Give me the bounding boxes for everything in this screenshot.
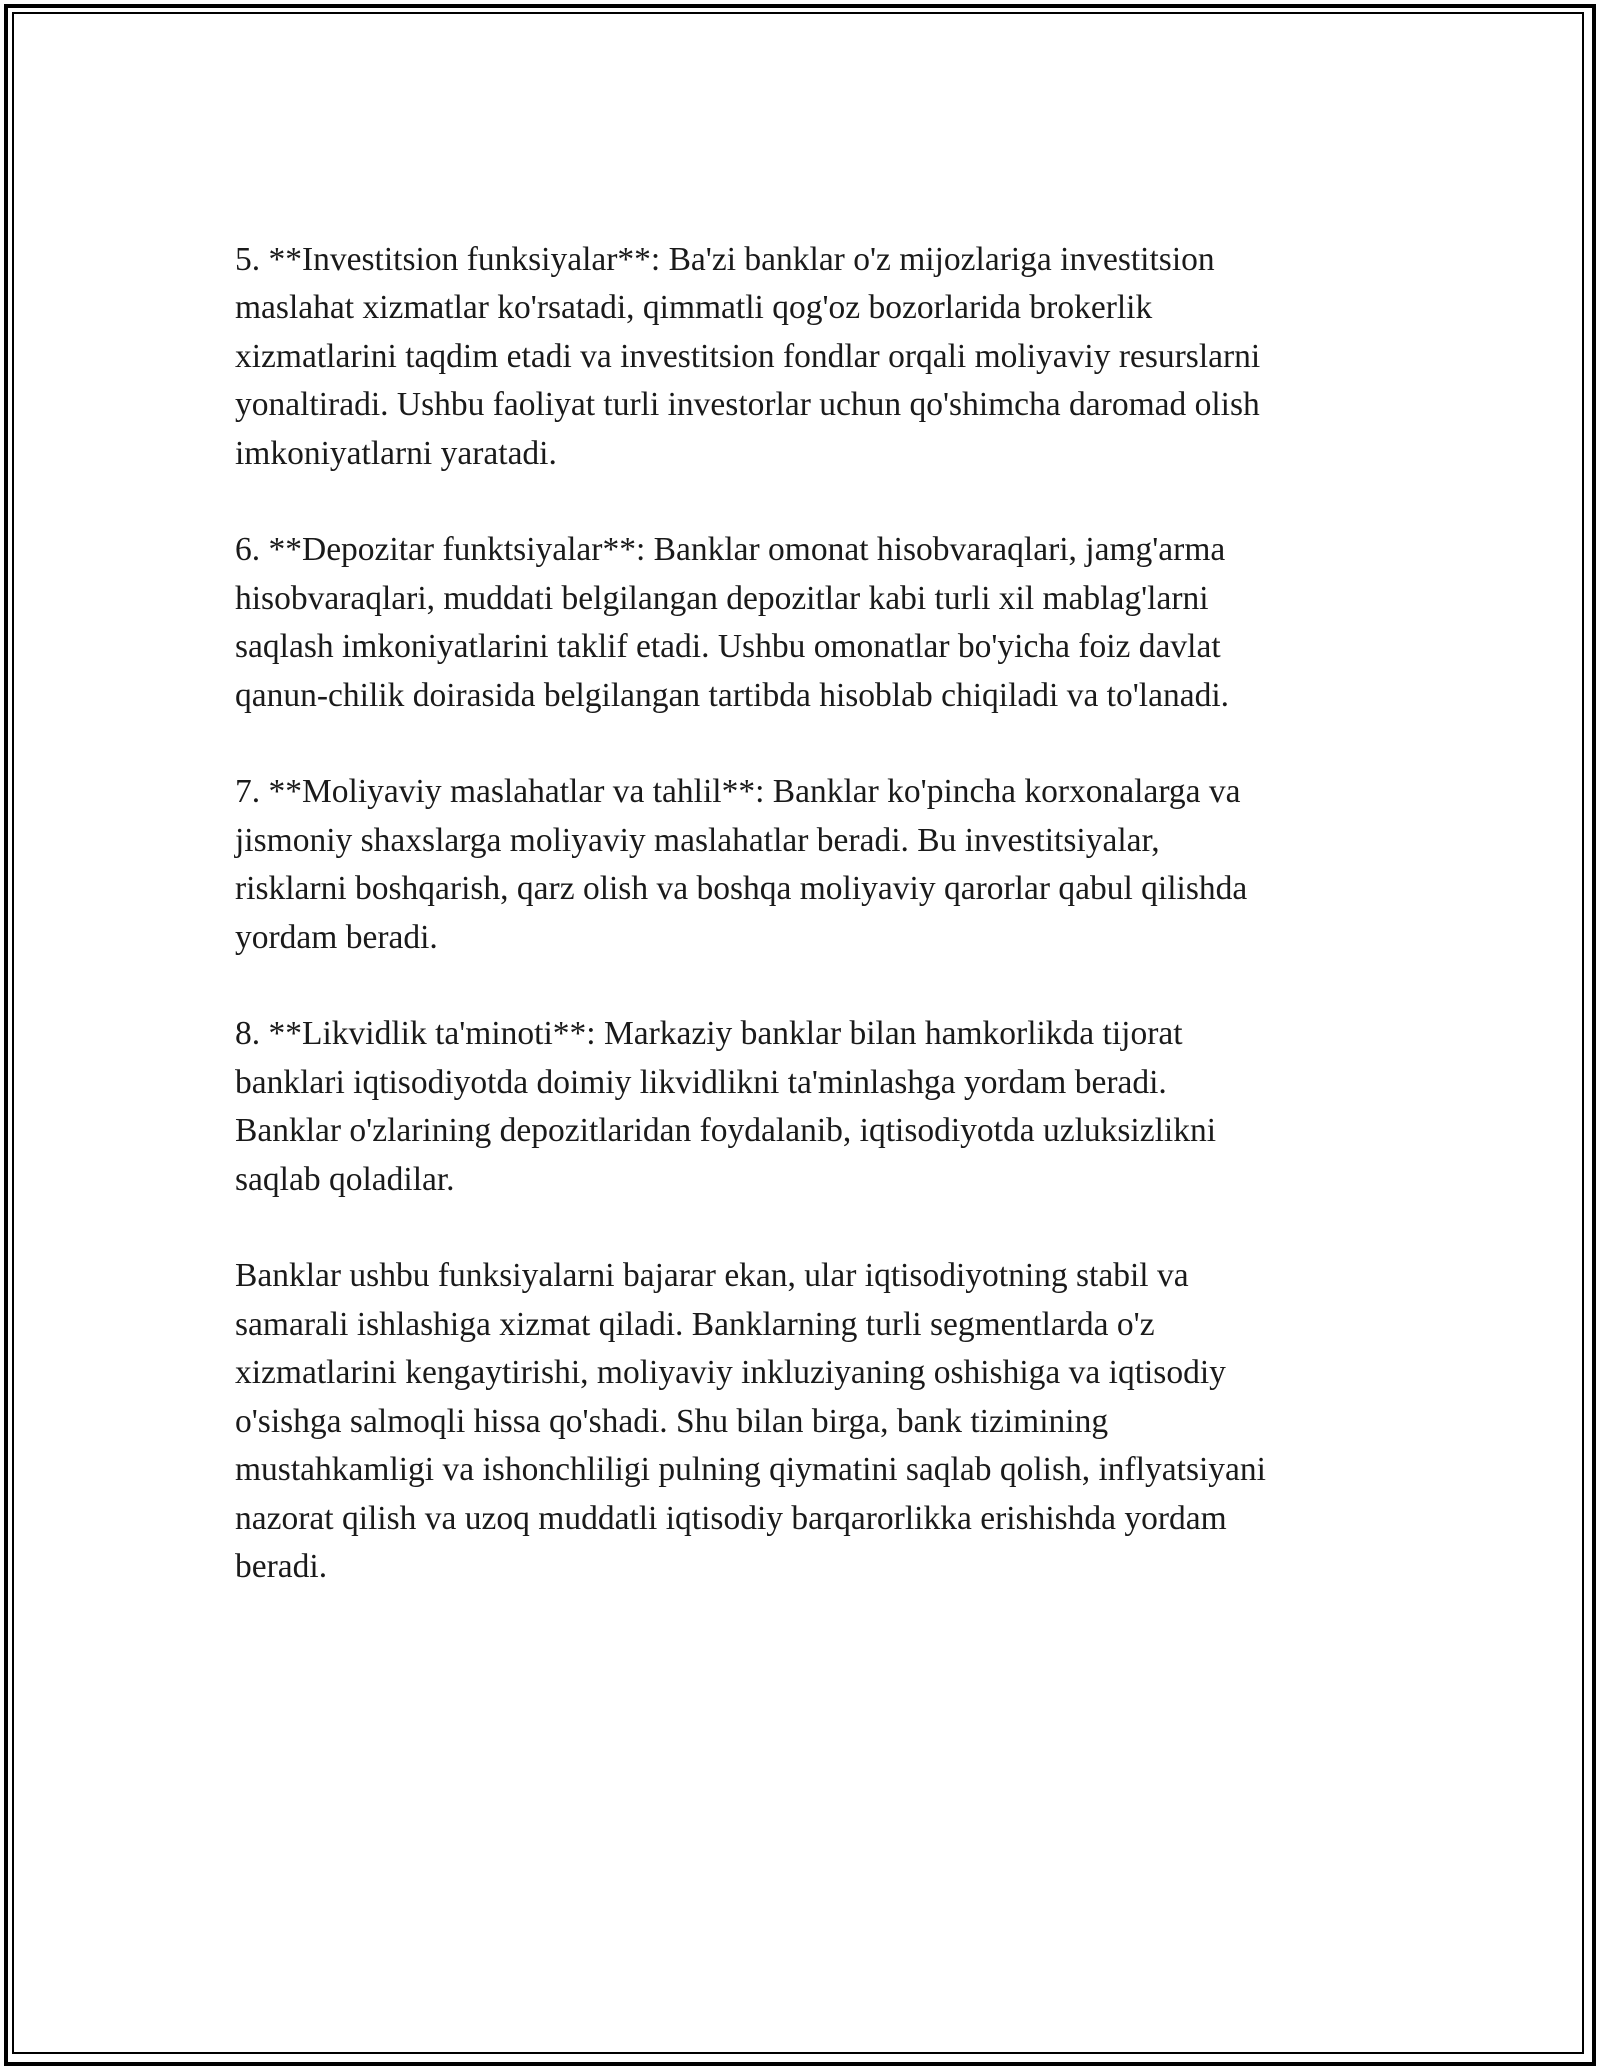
- paragraph-financial-advice: [235, 768, 1365, 962]
- text-line: samarali ishlashiga xizmat qiladi. Banklarning turli segmentlarda o'z: [235, 1305, 1155, 1343]
- text-line: saqlab qoladilar.: [235, 1160, 455, 1198]
- text-line: nazorat qilish va uzoq muddatli iqtisodiy barqarorlikka erishishda yordam: [235, 1499, 1227, 1537]
- text-line: 5. **Investitsion funksiyalar**: Ba'zi banklar o'z mijozlariga investitsion: [235, 241, 1215, 278]
- text-line: o'sishga salmoqli hissa qo'shadi. Shu bilan birga, bank tizimining: [235, 1402, 1109, 1440]
- paragraph-investment-functions: [235, 236, 1365, 478]
- paragraph-depository-functions: [235, 526, 1365, 720]
- text-line: maslahat xizmatlar ko'rsatadi, qimmatli qog'oz bozorlarida brokerlik: [235, 289, 1153, 327]
- text-line: beradi.: [235, 1547, 328, 1585]
- text-line: mustahkamligi va ishonchliligi pulning qiymatini saqlab qolish, inflyatsiyani: [235, 1451, 1266, 1489]
- paragraph-liquidity-provision: [235, 1010, 1365, 1204]
- text-line: xizmatlarini taqdim etadi va investitsion fondlar orqali moliyaviy resurslarni: [235, 337, 1261, 375]
- text-line: banklari iqtisodiyotda doimiy likvidlikni ta'minlashga yordam beradi.: [235, 1063, 1167, 1101]
- paragraph-conclusion: [235, 1252, 1365, 1591]
- text-line: xizmatlarini kengaytirishi, moliyaviy inkluziyaning oshishiga va iqtisodiy: [235, 1354, 1226, 1392]
- text-line: Banklar ushbu funksiyalarni bajarar ekan, ular iqtisodiyotning stabil va: [235, 1257, 1189, 1295]
- text-line: Banklar o'zlarining depozitlaridan foydalanib, iqtisodiyotda uzluksizlikni: [235, 1112, 1217, 1150]
- text-line: jismoniy shaxslarga moliyaviy maslahatlar beradi. Bu investitsiyalar,: [235, 821, 1160, 859]
- text-line: saqlash imkoniyatlarini taklif etadi. Ushbu omonatlar bo'yicha foiz davlat: [235, 628, 1221, 666]
- text-line: imkoniyatlarni yaratadi.: [235, 434, 557, 472]
- text-line: 6. **Depozitar funktsiyalar**: Banklar omonat hisobvaraqlari, jamg'arma: [235, 531, 1226, 569]
- document-body: [235, 236, 1365, 1640]
- text-line: risklarni boshqarish, qarz olish va boshqa moliyaviy qarorlar qabul qilishda: [235, 870, 1248, 908]
- text-line: 7. **Moliyaviy maslahatlar va tahlil**: Banklar ko'pincha korxonalarga va: [235, 773, 1241, 811]
- text-line: 8. **Likvidlik ta'minoti**: Markaziy banklar bilan hamkorlikda tijorat: [235, 1015, 1183, 1053]
- text-line: yordam beradi.: [235, 918, 438, 956]
- text-line: yonaltiradi. Ushbu faoliyat turli investorlar uchun qo'shimcha daromad olish: [235, 386, 1260, 424]
- text-line: qanun-chilik doirasida belgilangan tartibda hisoblab chiqiladi va to'lanadi.: [235, 676, 1230, 714]
- text-line: hisobvaraqlari, muddati belgilangan depozitlar kabi turli xil mablag'larni: [235, 579, 1209, 617]
